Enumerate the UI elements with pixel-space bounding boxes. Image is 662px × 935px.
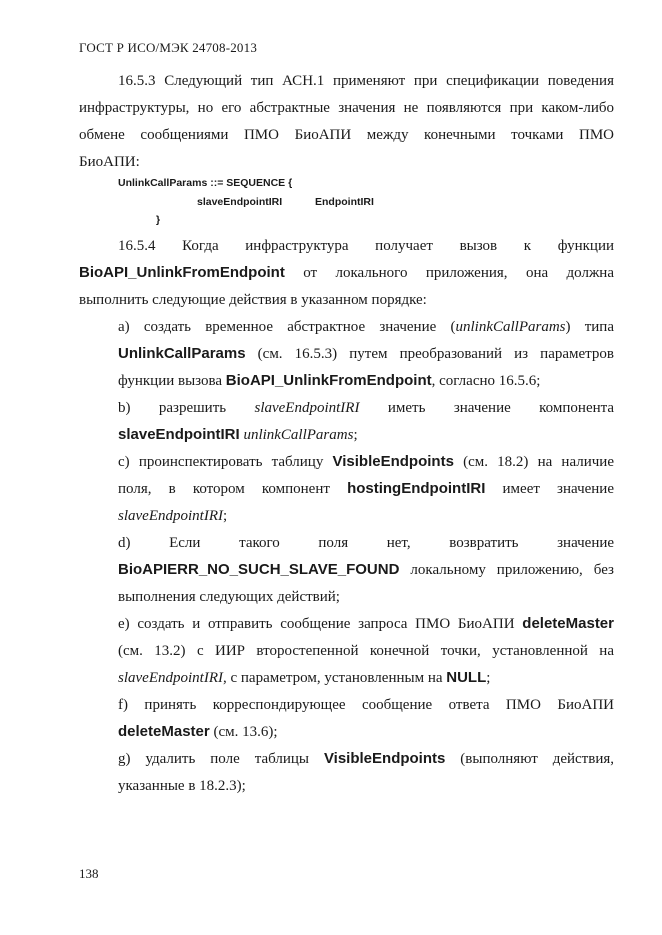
italic-term: unlinkCallParams <box>243 427 354 443</box>
text-span: , с параметром, установленным на <box>222 670 447 686</box>
text-line: инфраструктуры, но его абстрактные значения не появляются при каком-либо <box>79 100 614 116</box>
text-line <box>118 615 614 633</box>
bold-term: VisibleEndpoints <box>332 453 454 470</box>
bold-term: UnlinkCallParams <box>118 345 246 362</box>
bold-term: NULL <box>446 669 487 686</box>
text-line: (см. 13.2) с ИИР второстепенной конечной точки, установленной на <box>118 643 614 659</box>
code-line: UnlinkCallParams ::= SEQUENCE { <box>118 177 293 189</box>
text-span: от локального приложения, она должна <box>303 265 614 281</box>
text-span: (см. 13.6); <box>209 724 278 740</box>
text-span: поля <box>318 535 349 551</box>
bold-term: VisibleEndpoints <box>323 750 446 767</box>
text-span: е) создать и отправить сообщение запроса ПМО БиоАПИ <box>118 616 523 632</box>
bold-term: deleteMaster <box>522 615 614 632</box>
text-span: b) разрешить <box>118 400 227 416</box>
text-span: ) типа <box>565 319 614 335</box>
text-line <box>118 453 614 471</box>
text-line <box>118 480 614 498</box>
text-line <box>118 372 614 390</box>
code-field-type: EndpointIRI <box>315 196 374 208</box>
text-span: локальному приложению, без <box>399 562 614 578</box>
code-close-brace: } <box>156 214 161 226</box>
italic-term: unlinkCallParams <box>455 319 566 335</box>
text-span: , согласно 16.5.6; <box>431 373 541 389</box>
text-span: значение <box>453 400 511 416</box>
text-line <box>118 507 614 525</box>
bold-term: deleteMaster <box>118 723 210 740</box>
text-span: имеет значение <box>485 481 614 497</box>
text-span: нет, <box>386 535 411 551</box>
text-span: (выполняют действия, <box>445 751 614 767</box>
italic-term: slaveEndpointIRI <box>118 508 223 524</box>
bold-term: hostingEndpointIRI <box>347 480 486 497</box>
italic-term: slaveEndpointIRI <box>254 400 360 416</box>
text-line <box>118 318 614 336</box>
bold-term: slaveEndpointIRI <box>118 426 240 443</box>
text-span: компонента <box>539 400 615 416</box>
text-line <box>118 534 614 552</box>
text-line: указанные в 18.2.3); <box>118 778 246 794</box>
text-span: иметь <box>387 400 426 416</box>
text-line: 16.5.4 Когда инфраструктура получает вызов к функции <box>118 238 614 254</box>
text-line <box>118 399 614 417</box>
text-line <box>118 669 614 687</box>
text-span: поля, в котором компонент <box>118 481 348 497</box>
text-span: такого <box>239 535 280 551</box>
text-line: выполнить следующие действия в указанном порядке: <box>79 292 427 308</box>
text-span: функции вызова <box>118 373 226 389</box>
code-field-name: slaveEndpointIRI <box>197 196 283 208</box>
text-span: d) Если <box>118 535 201 551</box>
text-span: (см. 18.2) на наличие <box>453 454 614 470</box>
text-line <box>118 426 614 444</box>
text-line: выполнения следующих действий; <box>118 589 340 605</box>
text-line: обмене сообщениями ПМО БиоАПИ между конечными точками ПМО <box>79 127 614 143</box>
text-line: 16.5.3 Следующий тип АСН.1 применяют при спецификации поведения <box>118 73 614 89</box>
text-span: ; <box>486 670 491 686</box>
text-span: а) создать временное абстрактное значение ( <box>118 319 456 335</box>
italic-term: slaveEndpointIRI <box>118 670 223 686</box>
text-span: g) удалить поле таблицы <box>118 751 324 767</box>
text-span: значение <box>557 535 615 551</box>
page-number: 138 <box>79 866 99 881</box>
text-line <box>118 723 614 741</box>
text-span: возвратить <box>449 535 519 551</box>
text-line <box>118 561 614 579</box>
bold-term: BioAPI_UnlinkFromEndpoint <box>225 372 432 389</box>
page-header: ГОСТ Р ИСО/МЭК 24708-2013 <box>79 40 258 55</box>
bold-term: BioAPIERR_NO_SUCH_SLAVE_FOUND <box>118 561 400 578</box>
function-name: BioAPI_UnlinkFromEndpoint <box>79 264 285 281</box>
text-span: ; <box>353 427 358 443</box>
text-span: (см. 16.5.3) путем преобразований из параметров <box>245 346 614 362</box>
text-line <box>118 750 614 768</box>
text-line <box>79 264 614 282</box>
text-span: с) проинспектировать таблицу <box>118 454 333 470</box>
text-line: f) принять корреспондирующее сообщение ответа ПМО БиоАПИ <box>118 697 614 713</box>
text-line <box>118 345 614 363</box>
text-line: БиоАПИ: <box>79 154 140 170</box>
text-span: ; <box>222 508 228 524</box>
